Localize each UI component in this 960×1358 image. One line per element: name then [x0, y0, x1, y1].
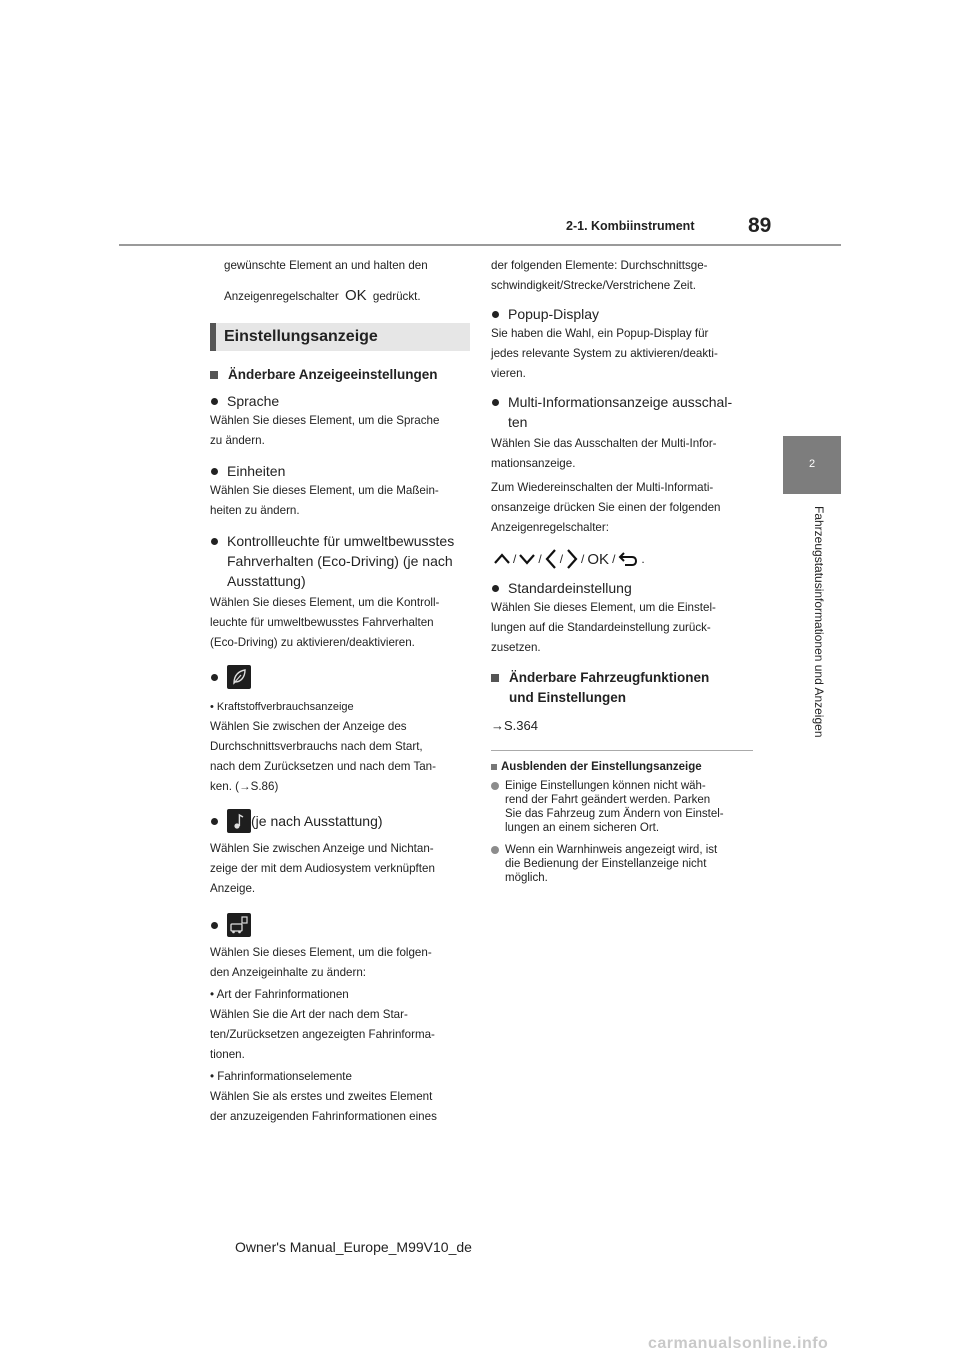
header-rule: [119, 244, 841, 246]
item-description: der anzuzeigenden Fahrinformationen eines: [210, 1110, 437, 1123]
page-number: 89: [748, 214, 772, 237]
list-item-multi-info-off: Multi-Informationsanzeige ausschal- ten: [491, 392, 753, 432]
item-description: jedes relevante System zu aktivieren/deakti-: [491, 347, 718, 360]
left-column: [210, 256, 470, 1127]
item-description: Zum Wiedereinschalten der Multi-Informati-: [491, 481, 714, 494]
chevron-up-icon: [493, 552, 511, 566]
list-item-popup: Popup-Display: [491, 304, 753, 324]
footer-manual-id: Owner's Manual_Europe_M99V10_de: [235, 1239, 472, 1255]
list-item-standard: Standardeinstellung: [491, 578, 753, 598]
item-description: mationsanzeige.: [491, 457, 576, 470]
separator: /: [513, 552, 517, 566]
intro-text: gedrückt.: [372, 290, 421, 303]
item-description: Wählen Sie zwischen Anzeige und Nichtan-: [210, 842, 434, 855]
list-item-eco-icon: [210, 665, 470, 689]
bullet-icon: [211, 538, 218, 545]
back-arrow-icon: [617, 551, 639, 567]
item-description: vieren.: [491, 367, 526, 380]
sub-heading: Änderbare Anzeigeeinstellungen: [210, 365, 470, 385]
intro-line: gewünschte Element an und halten den: [224, 259, 428, 272]
chevron-right-icon: [565, 548, 579, 570]
sub-heading: Änderbare Fahrzeugfunktionen und Einstellungen: [491, 668, 753, 708]
item-description: Wählen Sie dieses Element, um die Maßein-: [210, 484, 439, 497]
item-description: heiten zu ändern.: [210, 504, 300, 517]
item-description: lungen auf die Standardeinstellung zurück-: [491, 621, 711, 634]
item-description: zusetzen.: [491, 641, 541, 654]
bullet-icon: [211, 818, 218, 825]
list-item-sprache: Sprache: [210, 391, 470, 411]
item-description: leuchte für umweltbewusstes Fahrverhalten: [210, 616, 434, 629]
separator: /: [612, 552, 616, 566]
bullet-icon: [211, 398, 218, 405]
fuel-bullet: • Kraftstoffverbrauchsanzeige: [210, 701, 354, 713]
section-header: 2-1. Kombiinstrument: [566, 219, 695, 233]
item-description: (Eco-Driving) zu aktivieren/deaktivieren.: [210, 636, 415, 649]
square-bullet-icon: [210, 371, 218, 379]
bullet-icon: [491, 782, 499, 790]
chevron-down-icon: [518, 552, 536, 566]
square-bullet-icon: [491, 764, 497, 770]
leaf-icon: [227, 665, 251, 689]
item-description: zeige der mit dem Audiosystem verknüpften: [210, 862, 435, 875]
item-description: Wählen Sie dieses Element, um die Einstel-: [491, 601, 716, 614]
item-description: Wählen Sie dieses Element, um die Kontroll-: [210, 596, 440, 609]
section-banner-title: Einstellungsanzeige: [224, 328, 378, 345]
item-description: Anzeige.: [210, 882, 256, 895]
square-bullet-icon: [491, 674, 499, 682]
music-note-icon: [227, 809, 251, 833]
bullet-icon: [492, 399, 499, 406]
sub-bullet: • Art der Fahrinformationen: [210, 988, 349, 1001]
item-description: Wählen Sie das Ausschalten der Multi-Infor-: [491, 437, 717, 450]
intro-text: Anzeigenregelschalter: [224, 290, 339, 303]
note-divider: [491, 750, 753, 751]
separator: /: [538, 552, 542, 566]
item-description: tionen.: [210, 1048, 245, 1061]
item-description: schwindigkeit/Strecke/Verstrichene Zeit.: [491, 279, 696, 292]
item-description: Durchschnittsverbrauchs nach dem Start,: [210, 740, 423, 753]
note-item: Einige Einstellungen können nicht wäh- rend der Fahrt geändert werden. Parken Sie das Fahrzeug zum Ändern von Einstel- lungen an einem sicheren Ort.: [491, 779, 753, 835]
chapter-title: Fahrzeugstatusinformationen und Anzeigen: [812, 506, 826, 738]
list-item-einheiten: Einheiten: [210, 461, 470, 481]
intro-line: [224, 286, 470, 307]
separator: /: [559, 552, 564, 566]
bullet-icon: [211, 674, 218, 681]
item-description: ten/Zurücksetzen angezeigten Fahrinforma-: [210, 1028, 435, 1041]
sub-bullet: • Fahrinformationselemente: [210, 1070, 352, 1083]
watermark: carmanualsonline.info: [648, 1335, 829, 1352]
chevron-left-icon: [544, 548, 558, 570]
item-description: Wählen Sie die Art der nach dem Star-: [210, 1008, 408, 1021]
list-item-eco-driving: Kontrollleuchte für umweltbewusstes Fahrverhalten (Eco-Driving) (je nach Ausstattung): [210, 531, 470, 591]
separator: /: [581, 552, 585, 566]
drive-info-icon: [227, 913, 251, 937]
bullet-icon: [492, 311, 499, 318]
item-description: Sie haben die Wahl, ein Popup-Display für: [491, 327, 709, 340]
ok-button-icon: OK: [587, 550, 610, 568]
page-reference: →S.364: [491, 718, 538, 733]
right-column: [491, 256, 753, 885]
chapter-tab-number: 2: [808, 458, 816, 470]
item-description: Wählen Sie als erstes und zweites Element: [210, 1090, 433, 1103]
list-item-audio: (je nach Ausstattung): [210, 809, 470, 833]
list-item-drive-info: [210, 913, 470, 937]
item-description: nach dem Zurücksetzen und nach dem Tan-: [210, 760, 436, 773]
period: .: [641, 552, 645, 566]
bullet-icon: [491, 846, 499, 854]
item-description: den Anzeigeinhalte zu ändern:: [210, 966, 366, 979]
item-description: der folgenden Elemente: Durchschnittsge-: [491, 259, 708, 272]
ok-button-icon: OK: [344, 287, 367, 304]
item-description: Wählen Sie dieses Element, um die Sprache: [210, 414, 440, 427]
bullet-icon: [211, 468, 218, 475]
item-description: Wählen Sie zwischen der Anzeige des: [210, 720, 407, 733]
bullet-icon: [492, 585, 499, 592]
item-description: onsanzeige drücken Sie einen der folgenden: [491, 501, 721, 514]
item-description: Anzeigenregelschalter:: [491, 521, 609, 534]
item-description: Wählen Sie dieses Element, um die folgen-: [210, 946, 432, 959]
control-switch-row: [491, 548, 753, 570]
section-banner: [210, 323, 470, 351]
page-reference: ken. (→S.86): [210, 780, 279, 793]
item-description: zu ändern.: [210, 434, 265, 447]
note-heading: Ausblenden der Einstellungsanzeige: [491, 761, 753, 773]
bullet-icon: [211, 922, 218, 929]
note-item: Wenn ein Warnhinweis angezeigt wird, ist die Bedienung der Einstellanzeige nicht möglich.: [491, 843, 753, 885]
